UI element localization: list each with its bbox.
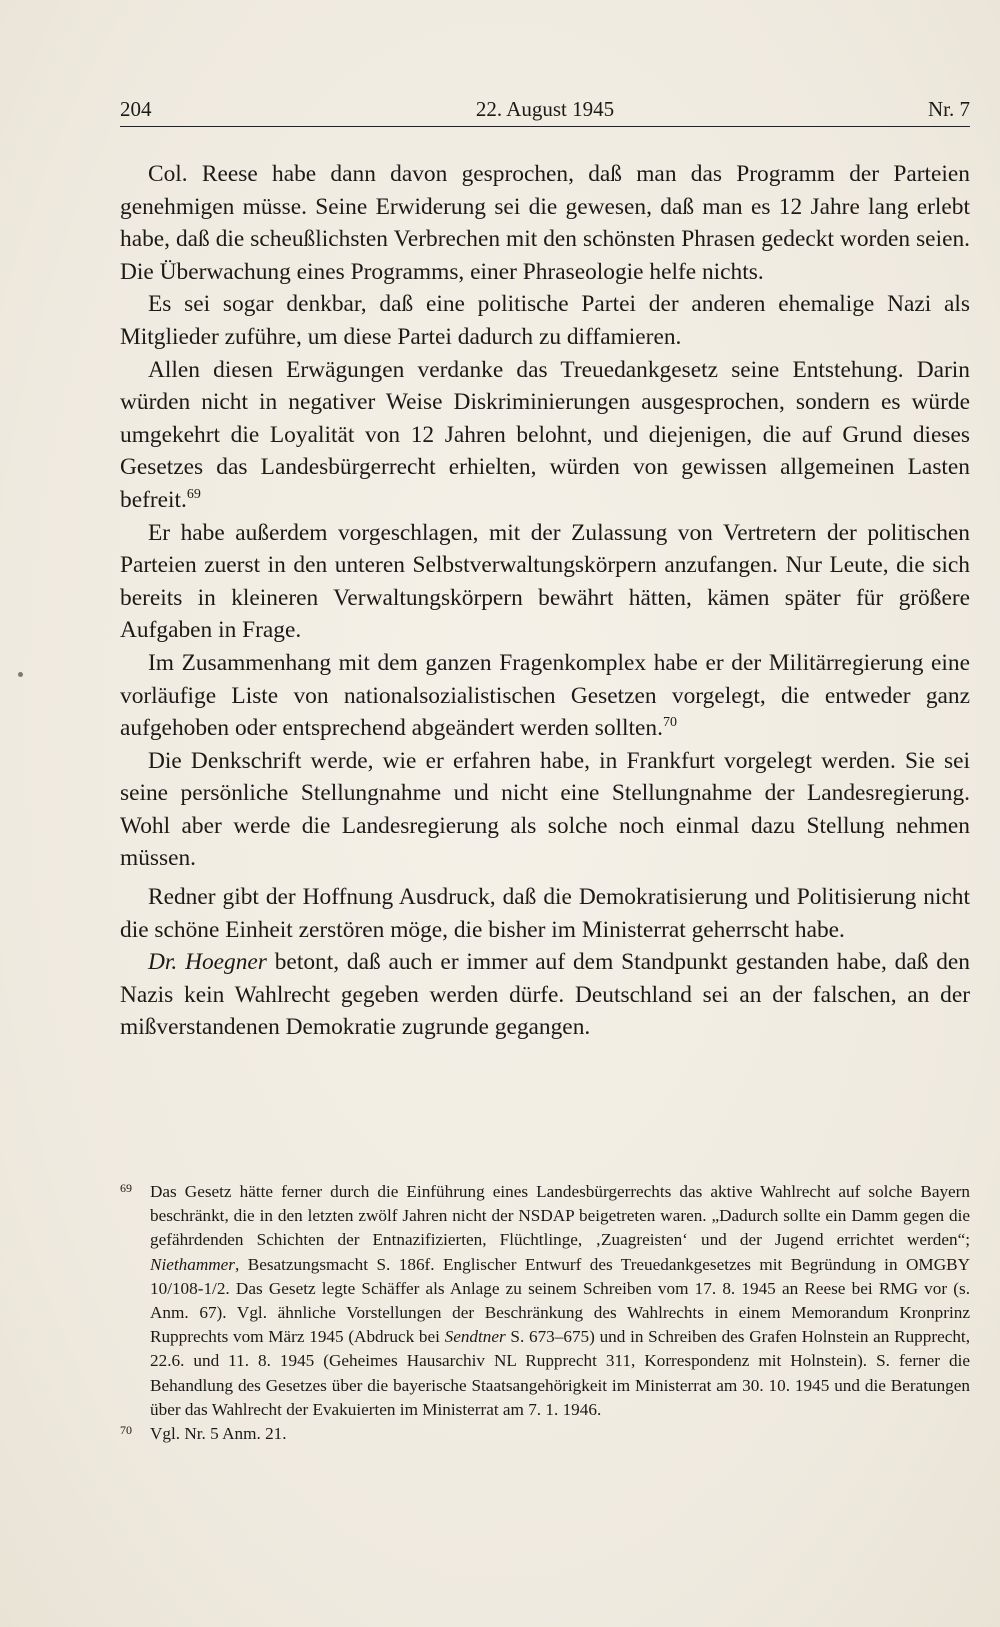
paragraph: Redner gibt der Hoffnung Ausdruck, daß die Demokratisierung und Politisierung nicht die schöne Einheit zerstören möge, die bisher im Ministerrat geherrscht habe. — [120, 884, 970, 943]
paragraph: Er habe außerdem vorgeschlagen, mit der Zulassung von Vertretern der politischen Parteien zuerst in den unteren Selbstverwaltungskörpern anzufangen. Nur Leute, die sich bereits in kleineren Verwaltungskörpern bewährt hätten, kämen später für größere Aufgaben in Frage. — [120, 519, 970, 644]
footnotes — [120, 1180, 970, 1446]
paragraph-text: Allen diesen Erwägungen verdanke das Treuedankgesetz seine Entstehung. Darin würden nicht in negativer Weise Diskriminierungen ausgesprochen, sondern es würde umgekehrt die Loyalität von 12 Jahren belohnt, und diejenigen, die auf Grund dieses Gesetzes das Landesbürgerrecht erhielten, würden von gewissen allgemeinen Lasten befreit. — [120, 356, 970, 513]
cited-author: Sendtner — [444, 1327, 506, 1347]
footnote-reference[interactable]: 70 — [662, 715, 677, 731]
speaker-name: Dr. Hoegner — [148, 949, 267, 976]
paragraph-text: Im Zusammenhang mit dem ganzen Fragenkomplex habe er der Militärregierung eine vorläufige Liste von nationalsozialistischen Gesetzen vorgelegt, die entweder ganz aufgehoben oder entsprechend abgeändert werden sollten. — [120, 649, 970, 742]
page-number: 204 — [120, 97, 152, 121]
margin-mark — [18, 672, 23, 677]
paragraph — [120, 647, 970, 745]
paragraph: Es sei sogar denkbar, daß eine politische Partei der anderen ehemalige Nazi als Mitglieder zuführe, um diese Partei dadurch zu diffamieren. — [120, 291, 970, 350]
paragraph-text: betont, daß auch er immer auf dem Standpunkt gestanden habe, daß den Nazis kein Wahlrecht gegeben werden dürfe. Deutschland sei an der falschen, an der mißverstandenen Demokratie zugrunde gegangen. — [120, 949, 970, 1041]
footnote-number: 70 — [120, 1423, 132, 1438]
footnote-number: 69 — [120, 1181, 132, 1195]
main-text — [120, 158, 970, 1044]
footnote-70 — [120, 1422, 970, 1446]
cited-author: Niethammer — [150, 1254, 235, 1274]
paragraph — [120, 946, 970, 1044]
footnote-text: S. 673–675) und in Schreiben des Grafen Holnstein an Rupprecht, 22.6. und 11. 8. 1945 (Geheimes Hausarchiv NL Rupprecht 311, Korrespondenz mit Holnstein). S. ferner die Behandlung des Gesetzes über die bayerische Staatsangehörigkeit im Ministerrat am 30. 10. 1945 und die Beratungen über das Wahlrecht der Evakuierten im Ministerrat am 7. 1. 1946. — [150, 1327, 971, 1419]
footnote-text: , Besatzungsmacht S. 186f. Englischer Entwurf des Treuedankgesetzes mit Begründung in OMGBY 10/108-1/2. Das Gesetz legte Schäffer als Anlage zu seinem Schreiben vom 17. 8. 1945 an Reese bei RMG vor (s. Anm. 67). Vgl. ähnliche Vorstellungen der Beschränkung des Wahlrechts in einem Memorandum Kronprinz Rupprechts vom März 1945 (Abdruck bei — [150, 1254, 970, 1347]
footnote-text: Das Gesetz hätte ferner durch die Einführung eines Landesbürgerrechts das aktive Wahlrecht auf solche Bayern beschränkt, die in den letzten zwölf Jahren nicht der NSDAP beigetreten waren. „Dadurch sollte ein Damm gegen die gefährdenden Schichten der Entnazifizierten, Flüchtlinge, ‚Zuagreisten‘ und der Jugend errichtet werden“; — [150, 1182, 970, 1250]
header-date: 22. August 1945 — [475, 97, 615, 121]
paragraph: Die Denkschrift werde, wie er erfahren habe, in Frankfurt vorgelegt werden. Sie sei seine persönliche Stellungnahme und nicht eine Stellungnahme der Landesregierung. Wohl aber werde die Landesregierung als solche noch einmal dazu Stellung nehmen müssen. — [120, 747, 970, 872]
footnote-text: Vgl. Nr. 5 Anm. 21. — [150, 1424, 287, 1444]
paragraph — [120, 354, 970, 517]
paragraph: Col. Reese habe dann davon gesprochen, daß man das Programm der Parteien genehmigen müsse. Seine Erwiderung sei die gewesen, daß man es 12 Jahre lang erlebt habe, daß die scheußlichsten Verbrechen mit den schönsten Phrasen gedeckt worden seien. Die Überwachung eines Programms, einer Phraseologie helfe nichts. — [120, 161, 970, 285]
footnote-69 — [120, 1180, 970, 1422]
running-header — [120, 92, 970, 127]
document-number: Nr. 7 — [928, 97, 970, 121]
footnote-reference[interactable]: 69 — [186, 487, 201, 503]
